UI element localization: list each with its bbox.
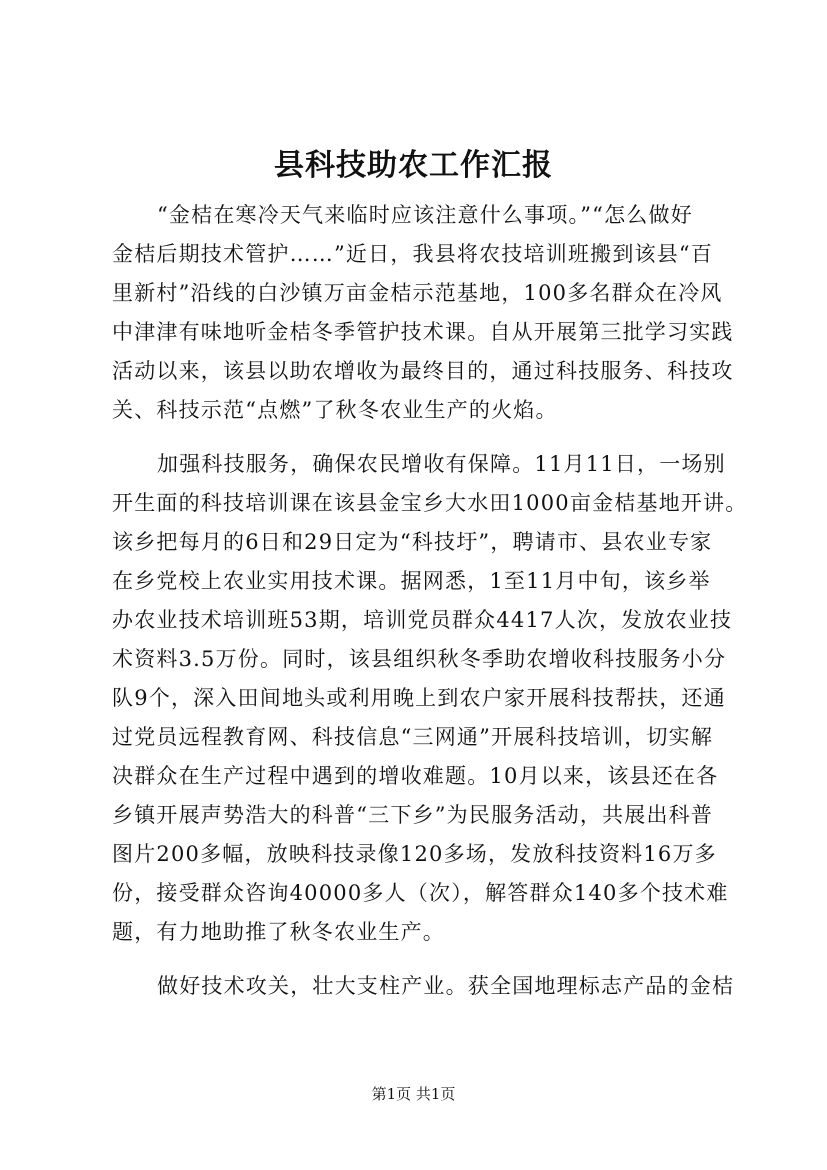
page-number-footer: 第1页 共1页 (371, 1085, 456, 1103)
paragraph-line: 活动以来，该县以助农增收为最终目的，通过科技服务、科技攻 (112, 359, 734, 383)
paragraph-line: “金桔在寒冷天气来临时应该注意什么事项。”“怎么做好 (157, 203, 693, 227)
paragraph-line: 决群众在生产过程中遇到的增收难题。10月以来，该县还在各 (112, 764, 719, 788)
paragraph-line: 加强科技服务，确保农民增收有保障。11月11日，一场别 (157, 452, 726, 476)
paragraph-line: 该乡把每月的6日和29日定为“科技圩”，聘请市、县农业专家 (112, 530, 713, 554)
document-title: 县科技助农工作汇报 (274, 148, 553, 183)
paragraph-line: 金桔后期技术管护……”近日，我县将农技培训班搬到该县“百 (112, 242, 714, 266)
paragraph-line: 过党员远程教育网、科技信息“三网通”开展科技培训，切实解 (112, 725, 714, 749)
paragraph-line: 中津津有味地听金桔冬季管护技术课。自从开展第三批学习实践 (112, 320, 734, 344)
paragraph-line: 开生面的科技培训课在该县金宝乡大水田1000亩金桔基地开讲。 (112, 491, 748, 515)
paragraph-line: 队9个，深入田间地头或利用晚上到农户家开展科技帮扶，还通 (112, 686, 726, 710)
paragraph-line: 术资料3.5万份。同时，该县组织秋冬季助农增收科技服务小分 (112, 647, 727, 671)
paragraph-line: 关、科技示范“点燃”了秋冬农业生产的火焰。 (112, 398, 558, 422)
paragraph-line: 图片200多幅，放映科技录像120多场，发放科技资料16万多 (112, 842, 717, 866)
paragraph-line: 份，接受群众咨询40000多人（次），解答群众140多个技术难 (112, 881, 729, 905)
paragraph-line: 乡镇开展声势浩大的科普“三下乡”为民服务活动，共展出科普 (112, 803, 714, 827)
paragraph-line: 在乡党校上农业实用技术课。据网悉，1至11月中旬，该乡举 (112, 569, 711, 593)
paragraph-line: 里新村”沿线的白沙镇万亩金桔示范基地，100多名群众在冷风 (112, 281, 723, 305)
paragraph-line: 做好技术攻关，壮大支柱产业。获全国地理标志产品的金桔 (157, 974, 735, 998)
paragraph-line: 题，有力地助推了秋冬农业生产。 (112, 920, 445, 944)
paragraph-line: 办农业技术培训班53期，培训党员群众4417人次，发放农业技 (112, 608, 733, 632)
